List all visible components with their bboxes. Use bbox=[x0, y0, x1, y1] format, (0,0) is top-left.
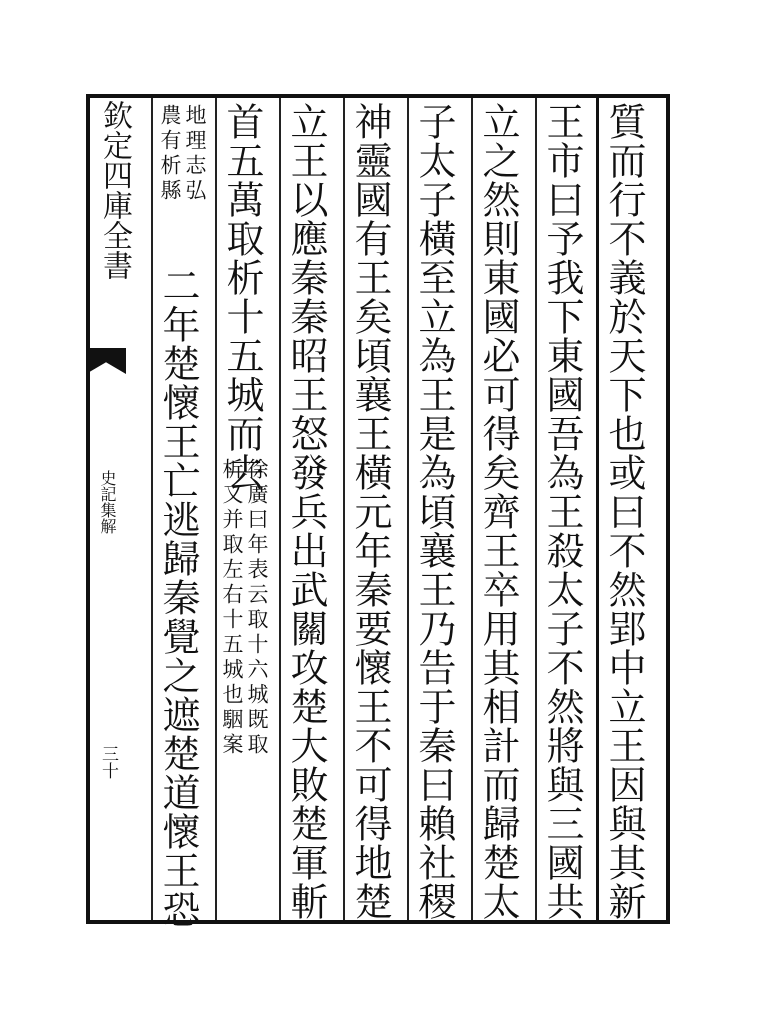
text-column-5: 神靈國有王矣頃襄王橫元年秦要懷王不可得地楚 bbox=[348, 102, 392, 921]
annotation-7a: 徐廣曰年表云取十六城既取 bbox=[245, 458, 269, 758]
column-rule bbox=[215, 98, 217, 920]
text-column-3: 立之然則東國必可得矣齊王卒用其相計而歸楚太 bbox=[476, 102, 520, 921]
frame-inner-line bbox=[596, 94, 599, 924]
folio-number: 三十 bbox=[98, 745, 118, 779]
book-title: 史記集解 bbox=[98, 470, 117, 534]
text-column-2: 王市曰予我下東國吾為王殺太子不然將與三國共 bbox=[540, 102, 584, 921]
annotation-8a: 地理志弘 bbox=[183, 104, 207, 204]
column-rule bbox=[407, 98, 409, 920]
column-rule bbox=[471, 98, 473, 920]
annotation-8b: 農有析縣 bbox=[158, 104, 182, 204]
side-title: 欽定四庫全書 bbox=[97, 100, 132, 280]
text-column-8-main: 二年楚懷王亡逃歸秦覺之遮楚道懷王恐 bbox=[156, 266, 200, 929]
column-rule bbox=[151, 98, 153, 920]
text-column-6: 立王以應秦秦昭王怒發兵出武關攻楚大敗楚軍斬 bbox=[284, 102, 328, 921]
text-column-7-main: 首五萬取析十五城而去 bbox=[220, 102, 264, 492]
text-column-4: 子太子橫至立為王是為頃襄王乃告于秦曰賴社稷 bbox=[412, 102, 456, 921]
column-rule bbox=[343, 98, 345, 920]
text-column-1: 質而行不義於天下也或曰不然郢中立王因與其新 bbox=[602, 102, 646, 921]
column-rule bbox=[279, 98, 281, 920]
column-rule bbox=[535, 98, 537, 920]
annotation-7b: 析又并取左右十五城也駰案 bbox=[220, 458, 244, 758]
